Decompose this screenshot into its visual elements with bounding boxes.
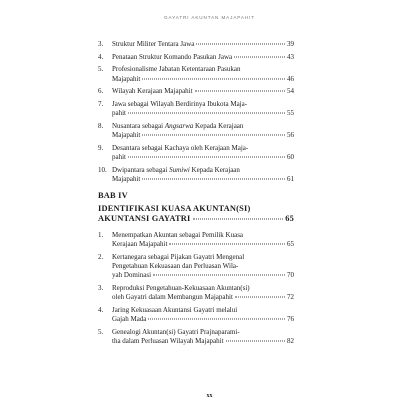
entry-line-part: Kepada Kerajaan <box>193 121 244 130</box>
entry-line-text: Majapahit <box>112 74 141 83</box>
toc-entry <box>98 100 294 119</box>
toc-entry <box>98 166 294 185</box>
entry-text <box>112 284 294 303</box>
leader-dots <box>193 219 284 220</box>
entry-line-text <box>112 122 243 131</box>
entry-line-text <box>112 131 140 140</box>
italic-term: Angsarwa <box>164 121 194 130</box>
entry-line-part: Kepada Kerajaan <box>189 165 240 174</box>
leader-dots <box>169 244 285 245</box>
entry-line <box>112 40 294 49</box>
leader-dots <box>226 341 285 342</box>
entry-text <box>112 100 294 119</box>
chapter-title-line-2: AKUNTANSI GAYATRI <box>98 214 191 224</box>
entry-page-number: 70 <box>287 271 294 280</box>
entry-line <box>112 175 294 184</box>
entry-number: 3. <box>98 40 104 48</box>
entry-page-number: 46 <box>287 74 294 83</box>
toc-entry <box>98 144 294 163</box>
entry-text <box>112 231 294 250</box>
entry-number: 7. <box>98 99 104 108</box>
running-head: GAYATRI AKUNTAN MAJAPAHIT <box>164 15 255 20</box>
entry-text <box>112 328 294 347</box>
leader-dots <box>148 319 285 320</box>
entry-number: 3. <box>98 284 104 292</box>
entry-text <box>112 166 294 185</box>
toc-entry <box>98 231 294 250</box>
leader-dots <box>142 179 285 180</box>
entry-text <box>112 87 294 96</box>
entry-line-part: Majapahit <box>112 131 141 140</box>
entry-number: 8. <box>98 121 104 130</box>
entry-page-number: 72 <box>287 293 294 302</box>
entry-number: 4. <box>98 52 104 61</box>
page-folio: xx <box>206 393 213 399</box>
entry-line <box>112 262 294 271</box>
entry-text <box>112 253 294 281</box>
entry-line-text: Profesionalisme Jabatan Ketentaraan Pasukan <box>112 65 241 74</box>
leader-dots <box>142 135 285 136</box>
entry-line <box>112 284 294 293</box>
entry-line <box>112 240 294 249</box>
entry-line-text: pahit <box>112 109 126 118</box>
entry-line-text: Kertanegara sebagai Pijakan Gayatri Mengenal <box>112 252 245 261</box>
entry-text <box>112 144 294 163</box>
entry-page-number: 54 <box>287 87 294 96</box>
toc-entry <box>98 65 294 84</box>
entry-line-text: Struktur Militer Tentara Jawa <box>112 40 195 48</box>
leader-dots <box>235 297 285 298</box>
toc-entry <box>98 87 294 96</box>
leader-dots <box>142 78 285 79</box>
entry-line-text: Genealogi Akuntan(si) Gayatri Prajnaparami- <box>112 328 240 336</box>
entry-line-text: Desantara sebagai Kachaya oleh Kerajaan Maja- <box>112 143 249 152</box>
entry-number: 10. <box>98 165 107 174</box>
toc-entry <box>98 53 294 62</box>
entry-line-text <box>112 166 240 175</box>
entry-line <box>112 53 294 62</box>
entry-line-text: Jaring Kekuasaan Akuntansi Gayatri melalui <box>112 306 238 314</box>
entry-line <box>112 337 294 346</box>
entry-line-part: Majapahit <box>112 175 141 184</box>
chapter-title <box>98 204 294 225</box>
entry-page-number: 82 <box>287 337 294 346</box>
leader-dots <box>234 56 285 57</box>
entry-text <box>112 306 294 325</box>
entry-number: 5. <box>98 328 104 336</box>
leader-dots <box>128 113 285 114</box>
leader-dots <box>196 44 285 45</box>
toc-entry <box>98 306 294 325</box>
entry-line <box>112 100 294 109</box>
entry-line <box>112 87 294 96</box>
entry-line-part: Dwipantara sebagai <box>112 165 170 174</box>
entry-line-text: Gajah Mada <box>112 315 147 324</box>
toc-section-a <box>98 40 294 185</box>
toc-entry <box>98 328 294 347</box>
entry-text <box>112 53 294 62</box>
toc-section-b <box>98 231 294 347</box>
chapter-title-line-1: IDENTIFIKASI KUASA AKUNTAN(SI) <box>98 203 251 213</box>
entry-page-number: 61 <box>287 175 294 184</box>
entry-line <box>112 231 294 240</box>
leader-dots <box>153 275 285 276</box>
entry-number: 2. <box>98 252 104 261</box>
entry-line <box>112 166 294 175</box>
entry-page-number: 76 <box>287 315 294 324</box>
entry-line-text: Jawa sebagai Wilayah Berdirinya Ibukota Maja- <box>112 99 248 108</box>
entry-line-text <box>112 175 140 184</box>
entry-line-text: oleh Gayatri dalam Membangun Majapahit <box>112 293 233 302</box>
entry-line-text: tha dalam Perluasan Wilayah Majapahit <box>112 337 224 346</box>
entry-line <box>112 306 294 315</box>
entry-line-text: Kerajaan Majapahit <box>112 240 168 248</box>
entry-line <box>112 65 294 74</box>
chapter-label: BAB IV <box>98 190 128 200</box>
entry-text <box>112 122 294 141</box>
entry-line-text: Reproduksi Pengetahuan-Kekuasaan Akuntan(si) <box>112 284 250 292</box>
italic-term: Sumiwi <box>169 165 190 174</box>
entry-number: 6. <box>98 87 104 96</box>
entry-page-number: 55 <box>287 109 294 118</box>
entry-page-number: 60 <box>287 153 294 162</box>
entry-line-text: Wilayah Kerajaan Majapahit <box>112 87 193 96</box>
entry-line <box>112 315 294 324</box>
entry-text <box>112 40 294 49</box>
entry-line-part: Nusantara sebagai <box>112 121 165 130</box>
toc-entry <box>98 284 294 303</box>
entry-line <box>112 153 294 162</box>
entry-text <box>112 65 294 84</box>
chapter-title-row <box>98 214 294 225</box>
entry-page-number: 65 <box>287 240 294 248</box>
entry-line <box>112 122 294 131</box>
entry-line <box>112 253 294 262</box>
toc-entry <box>98 122 294 141</box>
entry-line <box>112 271 294 280</box>
entry-line-text: yah Dominasi <box>112 271 152 280</box>
toc-entry <box>98 40 294 49</box>
entry-line-text: Penataan Struktur Komando Pasukan Jawa <box>112 52 233 61</box>
entry-page-number: 56 <box>287 131 294 140</box>
entry-line <box>112 131 294 140</box>
chapter-page-number: 65 <box>285 214 294 224</box>
entry-page-number: 39 <box>287 40 294 48</box>
entry-number: 4. <box>98 306 104 314</box>
entry-line <box>112 75 294 84</box>
entry-line-text: Menempatkan Akuntan sebagai Pemilik Kuasa <box>112 230 244 239</box>
entry-line-text: Pengetahuan Kekuasaan dan Perluasan Wila- <box>112 262 239 270</box>
entry-number: 5. <box>98 65 104 74</box>
entry-page-number: 43 <box>287 52 294 61</box>
entry-line <box>112 109 294 118</box>
entry-number: 9. <box>98 143 104 152</box>
leader-dots <box>128 157 285 158</box>
entry-line-text: pahit <box>112 153 126 162</box>
toc-entry <box>98 253 294 281</box>
entry-line <box>112 328 294 337</box>
entry-line <box>112 293 294 302</box>
entry-line <box>112 144 294 153</box>
table-of-contents <box>98 40 294 350</box>
leader-dots <box>195 91 285 92</box>
entry-number: 1. <box>98 230 104 239</box>
